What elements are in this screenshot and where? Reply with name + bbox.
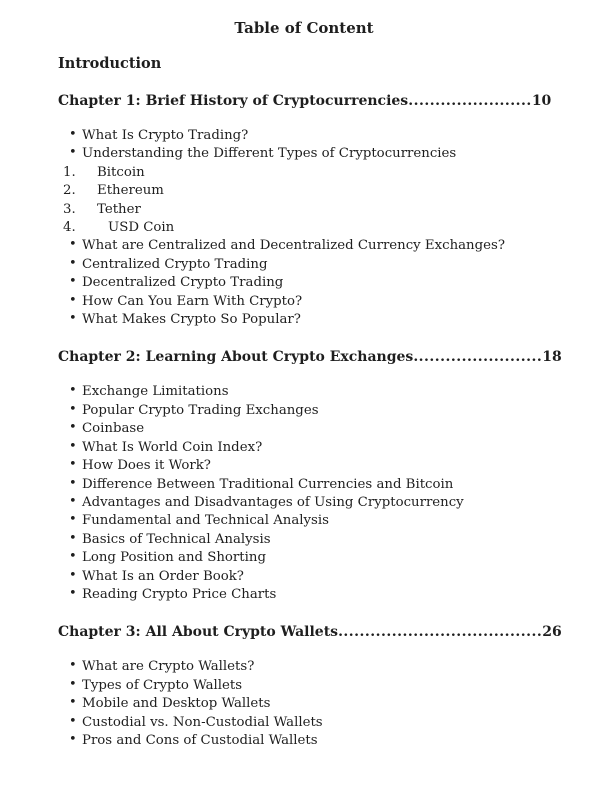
bullet-icon: [69, 419, 77, 437]
toc-item-label: Tether: [97, 201, 141, 217]
toc-item-label: Coinbase: [82, 421, 145, 437]
toc-item-label: Custodial vs. Non-Custodial Wallets: [82, 714, 323, 730]
toc-item-label: Ethereum: [97, 183, 164, 199]
bullet-icon: [69, 548, 77, 566]
toc-item: [58, 145, 568, 163]
chapter-page-number: 18: [542, 349, 562, 366]
toc-item: [58, 512, 568, 530]
dot-leader: .......................: [408, 93, 532, 109]
toc-item: [58, 311, 568, 329]
toc-item: [58, 402, 568, 420]
bullet-icon: [69, 438, 77, 456]
toc-item-label: Understanding the Different Types of Cryptocurrencies: [82, 146, 457, 162]
bullet-icon: [69, 676, 77, 694]
toc-item: [58, 293, 568, 311]
bullet-icon: [69, 382, 77, 400]
toc-item-label: Pros and Cons of Custodial Wallets: [82, 732, 318, 748]
toc-item-label: How Can You Earn With Crypto?: [82, 293, 303, 309]
bullet-icon: [69, 236, 77, 254]
toc-item-label: What Is World Coin Index?: [82, 439, 263, 455]
toc-item: [58, 127, 568, 145]
toc-item-label: What Is an Order Book?: [82, 568, 244, 584]
chapter-heading: [58, 622, 568, 642]
chapter-heading: [58, 347, 568, 367]
toc-item-label: USD Coin: [108, 220, 175, 236]
toc-item: [58, 420, 568, 438]
bullet-icon: [69, 255, 77, 273]
toc-item: [58, 219, 568, 237]
toc-item-label: Decentralized Crypto Trading: [82, 275, 284, 291]
toc-item-label: Bitcoin: [97, 164, 145, 180]
toc-item-label: What Is Crypto Trading?: [82, 128, 249, 143]
bullet-icon: [69, 694, 77, 712]
toc-item: [58, 201, 568, 219]
chapter-page-number: 26: [542, 624, 562, 641]
toc-item-label: Advantages and Disadvantages of Using Cryptocurrency: [82, 494, 464, 510]
toc-item: [58, 677, 568, 695]
toc-item-label: Centralized Crypto Trading: [82, 256, 268, 272]
toc-item: [58, 714, 568, 732]
toc-item-label: What are Centralized and Decentralized Currency Exchanges?: [82, 238, 505, 254]
list-number: 1.: [63, 164, 76, 180]
bullet-icon: [69, 530, 77, 548]
toc-item-label: What Makes Crypto So Popular?: [82, 312, 301, 328]
page-title: Table of Content: [234, 19, 374, 37]
toc-item: [58, 586, 568, 604]
chapter-section-2: [58, 347, 568, 604]
dot-leader: ......................................: [338, 624, 543, 641]
toc-item: [58, 695, 568, 713]
chapter-heading-text: Chapter 3: All About Crypto Wallets: [58, 624, 339, 641]
toc-item-label: Reading Crypto Price Charts: [82, 586, 277, 602]
chapter-page-number: 10: [531, 93, 552, 109]
bullet-icon: [69, 456, 77, 474]
chapter-section-3: [58, 622, 568, 750]
chapter-item-list: [58, 383, 568, 604]
bullet-icon: [69, 292, 77, 310]
toc-item-label: Exchange Limitations: [82, 384, 229, 400]
list-number: 3.: [63, 201, 76, 217]
toc-item: [58, 732, 568, 750]
bullet-icon: [69, 585, 77, 603]
toc-item-label: What are Crypto Wallets?: [82, 659, 255, 675]
bullet-icon: [69, 310, 77, 328]
bullet-icon: [69, 731, 77, 749]
toc-item-label: Difference Between Traditional Currencies and Bitcoin: [82, 476, 454, 492]
bullet-icon: [69, 401, 77, 419]
introduction-heading: Introduction: [58, 55, 162, 72]
toc-item: [58, 274, 568, 292]
toc-item: [58, 256, 568, 274]
list-number: 4.: [63, 220, 76, 236]
chapter-item-list: [58, 127, 568, 329]
toc-item: [58, 164, 568, 182]
toc-item-label: Fundamental and Technical Analysis: [82, 513, 329, 529]
chapter-heading-text: Chapter 1: Brief History of Cryptocurrencies: [58, 93, 409, 109]
toc-item: [58, 658, 568, 676]
toc-item: [58, 457, 568, 475]
toc-item: [58, 568, 568, 586]
bullet-icon: [69, 567, 77, 585]
bullet-icon: [69, 126, 77, 144]
bullet-icon: [69, 144, 77, 162]
toc-item-label: Mobile and Desktop Wallets: [82, 696, 271, 712]
chapter-heading-text: Chapter 2: Learning About Crypto Exchanges: [58, 349, 414, 366]
toc-item-label: Popular Crypto Trading Exchanges: [82, 402, 319, 418]
toc-item-label: Types of Crypto Wallets: [82, 677, 243, 693]
bullet-icon: [69, 657, 77, 675]
bullet-icon: [69, 511, 77, 529]
chapter-item-list: [58, 658, 568, 750]
toc-item: [58, 531, 568, 549]
bullet-icon: [69, 273, 77, 291]
dot-leader: ........................: [413, 349, 543, 366]
toc-item: [58, 237, 568, 255]
chapter-section-1: [58, 91, 568, 329]
toc-item-label: How Does it Work?: [82, 458, 211, 474]
bullet-icon: [69, 475, 77, 493]
list-number: 2.: [63, 183, 76, 199]
toc-item-label: Basics of Technical Analysis: [82, 531, 271, 547]
toc-item: [58, 476, 568, 494]
toc-item-label: Long Position and Shorting: [82, 550, 266, 566]
toc-item: [58, 549, 568, 567]
toc-item: [58, 439, 568, 457]
bullet-icon: [69, 713, 77, 731]
chapter-heading: [58, 91, 568, 111]
toc-item: [58, 494, 568, 512]
bullet-icon: [69, 493, 77, 511]
toc-item: [58, 383, 568, 401]
toc-item: [58, 182, 568, 200]
